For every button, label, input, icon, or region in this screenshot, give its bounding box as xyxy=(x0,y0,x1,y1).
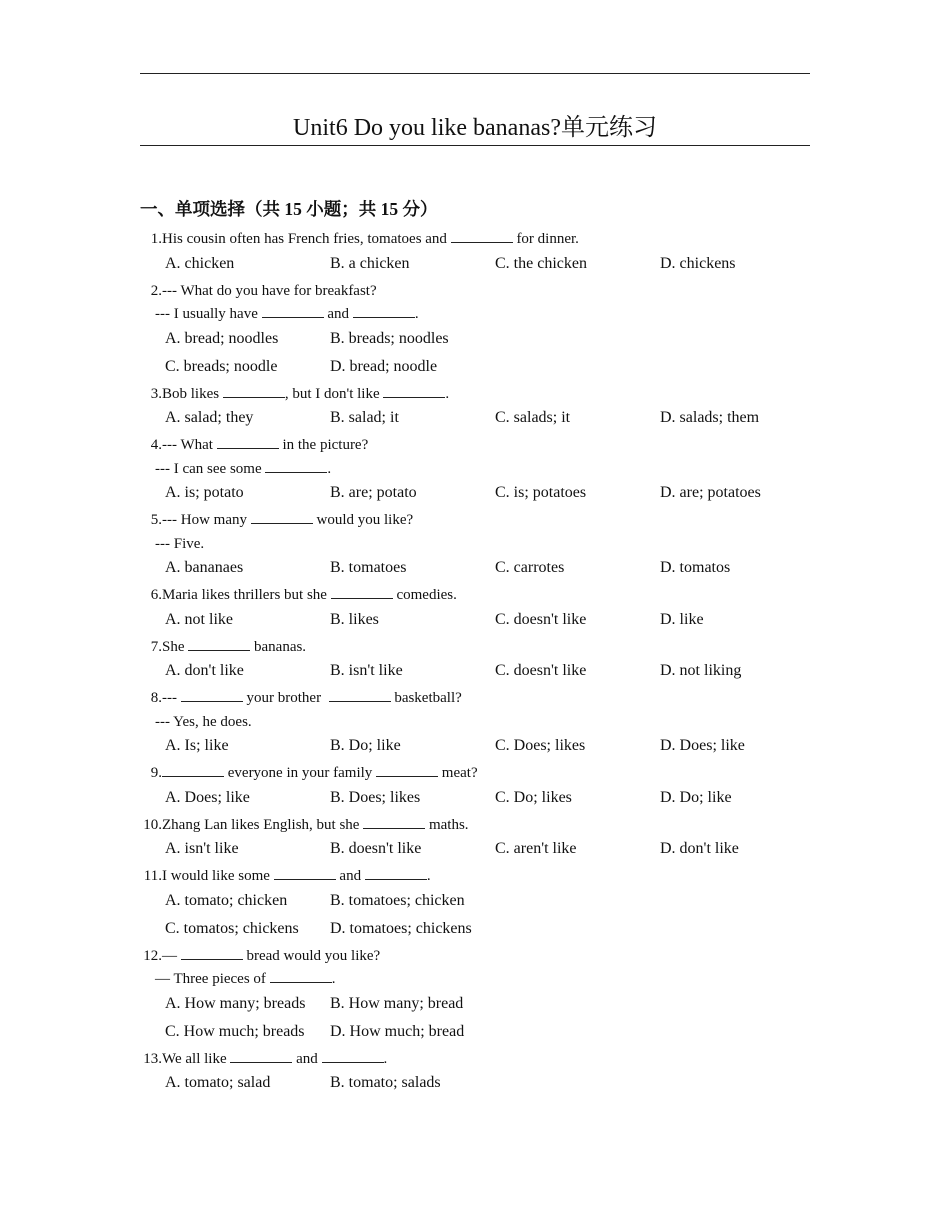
option-row xyxy=(140,1071,820,1095)
answer-blank xyxy=(322,1050,384,1063)
answer-blank xyxy=(451,230,513,243)
option-row xyxy=(140,889,820,913)
text-segment: comedies. xyxy=(392,587,457,603)
option-a: A. bananaes xyxy=(165,559,244,576)
option-d: D. Does; like xyxy=(660,737,745,754)
option-row xyxy=(140,786,820,810)
text-segment: --- How many xyxy=(162,512,251,528)
answer-blank xyxy=(262,305,324,318)
question-2 xyxy=(140,280,820,379)
question-stem xyxy=(140,584,820,608)
question-number: 5. xyxy=(150,512,162,528)
text-segment: . xyxy=(327,460,332,477)
text-segment: — xyxy=(162,947,181,964)
question-5 xyxy=(140,509,820,580)
option-row xyxy=(140,837,820,861)
option-b: B. breads; noodles xyxy=(330,329,449,347)
question-number: 7. xyxy=(150,638,162,655)
option-b: B. a chicken xyxy=(330,254,410,272)
question-text xyxy=(162,383,449,407)
question-number: 1. xyxy=(150,231,162,247)
answer-blank xyxy=(376,764,438,777)
option-b: B. tomatoes xyxy=(330,559,407,576)
text-segment: --- Five. xyxy=(155,535,205,552)
option-row xyxy=(140,659,820,683)
answer-blank xyxy=(265,460,327,473)
text-segment: --- I usually have xyxy=(155,306,262,322)
question-text xyxy=(162,1048,387,1072)
text-segment: your brother xyxy=(242,690,329,706)
question-8 xyxy=(140,687,820,758)
option-b: B. Does; likes xyxy=(330,788,421,806)
question-response-line xyxy=(140,458,820,482)
answer-blank xyxy=(188,638,250,651)
question-stem xyxy=(140,865,820,889)
option-d: D. tomatoes; chickens xyxy=(330,919,472,937)
question-text xyxy=(162,584,457,608)
text-segment: and xyxy=(323,306,353,322)
option-d: D. don't like xyxy=(660,840,739,857)
option-d: D. Do; like xyxy=(660,788,732,806)
text-segment: --- What do you have for breakfast? xyxy=(162,282,377,299)
option-d: D. tomatos xyxy=(660,559,731,576)
text-segment: would you like? xyxy=(312,512,414,528)
question-6 xyxy=(140,584,820,632)
answer-blank xyxy=(274,867,336,880)
answer-blank xyxy=(363,816,425,829)
answer-blank xyxy=(217,436,279,449)
option-b: B. How many; bread xyxy=(330,994,464,1012)
text-segment: , but I don't like xyxy=(284,385,384,402)
option-d: D. are; potatoes xyxy=(660,484,761,501)
question-number: 13. xyxy=(143,1050,162,1067)
question-number: 6. xyxy=(150,587,162,603)
question-stem xyxy=(140,434,820,458)
option-c: C. aren't like xyxy=(495,840,577,857)
option-b: B. tomato; salads xyxy=(330,1074,441,1091)
text-segment: . xyxy=(426,868,431,884)
answer-blank xyxy=(162,764,224,777)
question-stem xyxy=(140,1048,820,1072)
question-text xyxy=(162,228,579,252)
text-segment: Zhang Lan likes English, but she xyxy=(162,816,364,833)
option-a: A. How many; breads xyxy=(165,994,306,1012)
option-a: A. isn't like xyxy=(165,840,239,857)
question-response-line xyxy=(140,711,820,735)
text-segment: . xyxy=(445,385,450,402)
option-row xyxy=(140,556,820,580)
option-d: D. chickens xyxy=(660,254,736,272)
question-text xyxy=(162,636,306,660)
question-11 xyxy=(140,865,820,941)
option-a: A. don't like xyxy=(165,662,244,679)
question-stem xyxy=(140,945,820,969)
question-text xyxy=(155,533,204,557)
answer-blank xyxy=(329,689,391,702)
option-b: B. isn't like xyxy=(330,662,403,679)
answer-blank xyxy=(181,947,243,960)
question-text xyxy=(162,434,368,458)
option-c: C. salads; it xyxy=(495,409,571,426)
option-row xyxy=(140,917,820,941)
text-segment: --- xyxy=(162,690,181,706)
answer-blank xyxy=(230,1050,292,1063)
option-row xyxy=(140,1020,820,1044)
option-a: A. Does; like xyxy=(165,788,250,806)
text-segment: bread would you like? xyxy=(242,947,381,964)
question-number: 11. xyxy=(143,868,162,884)
question-text xyxy=(155,711,252,735)
question-stem xyxy=(140,280,820,304)
question-text xyxy=(155,458,331,482)
option-row xyxy=(140,734,820,758)
option-d: D. salads; them xyxy=(660,409,760,426)
question-response-line xyxy=(140,968,820,992)
question-number: 10. xyxy=(143,816,162,833)
question-response-line xyxy=(140,533,820,557)
answer-blank xyxy=(353,305,415,318)
text-segment: Maria likes thrillers but she xyxy=(162,587,331,603)
text-segment: She xyxy=(162,638,189,655)
question-number: 8. xyxy=(150,690,162,706)
option-row xyxy=(140,252,820,276)
answer-blank xyxy=(383,385,445,398)
text-segment: We all like xyxy=(162,1050,231,1067)
question-text xyxy=(155,303,419,327)
option-c: C. doesn't like xyxy=(495,610,587,628)
question-text xyxy=(162,509,413,533)
page-title: Unit6 Do you like bananas?单元练习 xyxy=(140,113,810,146)
answer-blank xyxy=(251,511,313,524)
option-c: C. tomatos; chickens xyxy=(165,919,299,937)
option-c: C. doesn't like xyxy=(495,662,587,679)
question-stem xyxy=(140,814,820,838)
header-rule xyxy=(140,73,810,74)
option-row xyxy=(140,406,820,430)
text-segment: --- I can see some xyxy=(155,460,266,477)
answer-blank xyxy=(223,385,285,398)
answer-blank xyxy=(331,586,393,599)
question-13 xyxy=(140,1048,820,1096)
text-segment: . xyxy=(331,971,336,987)
option-a: A. bread; noodles xyxy=(165,329,279,347)
option-row xyxy=(140,992,820,1016)
option-c: C. carrotes xyxy=(495,559,565,576)
text-segment: for dinner. xyxy=(512,231,579,247)
option-c: C. the chicken xyxy=(495,254,587,272)
option-a: A. tomato; salad xyxy=(165,1074,271,1091)
question-text xyxy=(162,814,469,838)
question-response-line xyxy=(140,303,820,327)
option-b: B. are; potato xyxy=(330,484,417,501)
question-text xyxy=(162,687,462,711)
question-12 xyxy=(140,945,820,1044)
section-heading: 一、单项选择（共 15 小题；共 15 分） xyxy=(140,199,438,219)
question-10 xyxy=(140,814,820,862)
question-stem xyxy=(140,383,820,407)
option-c: C. Do; likes xyxy=(495,788,572,806)
option-d: D. like xyxy=(660,610,704,628)
text-segment: . xyxy=(383,1050,388,1067)
text-segment: basketball? xyxy=(390,690,462,706)
question-number: 12. xyxy=(143,947,162,964)
option-c: C. is; potatoes xyxy=(495,484,587,501)
answer-blank xyxy=(181,689,243,702)
option-c: C. How much; breads xyxy=(165,1022,305,1040)
text-segment: and xyxy=(292,1050,322,1067)
question-list xyxy=(140,228,820,1099)
question-number: 3. xyxy=(150,385,162,402)
text-segment: maths. xyxy=(425,816,469,833)
option-a: A. Is; like xyxy=(165,737,229,754)
text-segment: His cousin often has French fries, tomatoes and xyxy=(162,231,451,247)
question-stem xyxy=(140,762,820,786)
question-text xyxy=(155,968,335,992)
text-segment: . xyxy=(414,306,419,322)
question-1 xyxy=(140,228,820,276)
question-stem xyxy=(140,687,820,711)
option-d: D. bread; noodle xyxy=(330,357,438,375)
text-segment: and xyxy=(335,868,365,884)
question-number: 2. xyxy=(150,282,162,299)
answer-blank xyxy=(270,970,332,983)
text-segment: --- Yes, he does. xyxy=(155,713,252,730)
option-b: B. likes xyxy=(330,610,379,628)
question-text xyxy=(162,280,377,304)
option-b: B. salad; it xyxy=(330,409,399,426)
question-stem xyxy=(140,228,820,252)
question-stem xyxy=(140,636,820,660)
question-4 xyxy=(140,434,820,505)
text-segment: everyone in your family xyxy=(224,765,377,781)
question-text xyxy=(162,762,478,786)
option-row xyxy=(140,327,820,351)
option-c: C. Does; likes xyxy=(495,737,586,754)
text-segment: --- What xyxy=(162,437,217,453)
option-a: A. not like xyxy=(165,610,233,628)
question-3 xyxy=(140,383,820,431)
option-row xyxy=(140,355,820,379)
question-text xyxy=(162,865,431,889)
option-a: A. tomato; chicken xyxy=(165,891,288,909)
option-b: B. doesn't like xyxy=(330,840,422,857)
text-segment: in the picture? xyxy=(278,437,369,453)
text-segment: meat? xyxy=(438,765,478,781)
question-7 xyxy=(140,636,820,684)
text-segment: I would like some xyxy=(162,868,274,884)
question-text xyxy=(162,945,380,969)
option-row xyxy=(140,608,820,632)
option-a: A. chicken xyxy=(165,254,235,272)
option-row xyxy=(140,481,820,505)
answer-blank xyxy=(365,867,427,880)
option-a: A. salad; they xyxy=(165,409,254,426)
text-segment: — Three pieces of xyxy=(155,971,270,987)
question-number: 4. xyxy=(150,437,162,453)
question-number: 9. xyxy=(150,765,162,781)
option-d: D. not liking xyxy=(660,662,742,679)
text-segment: bananas. xyxy=(250,638,307,655)
question-9 xyxy=(140,762,820,810)
option-a: A. is; potato xyxy=(165,484,244,501)
option-b: B. Do; like xyxy=(330,737,401,754)
option-d: D. How much; bread xyxy=(330,1022,465,1040)
question-stem xyxy=(140,509,820,533)
option-b: B. tomatoes; chicken xyxy=(330,891,465,909)
option-c: C. breads; noodle xyxy=(165,357,278,375)
text-segment: Bob likes xyxy=(162,385,223,402)
